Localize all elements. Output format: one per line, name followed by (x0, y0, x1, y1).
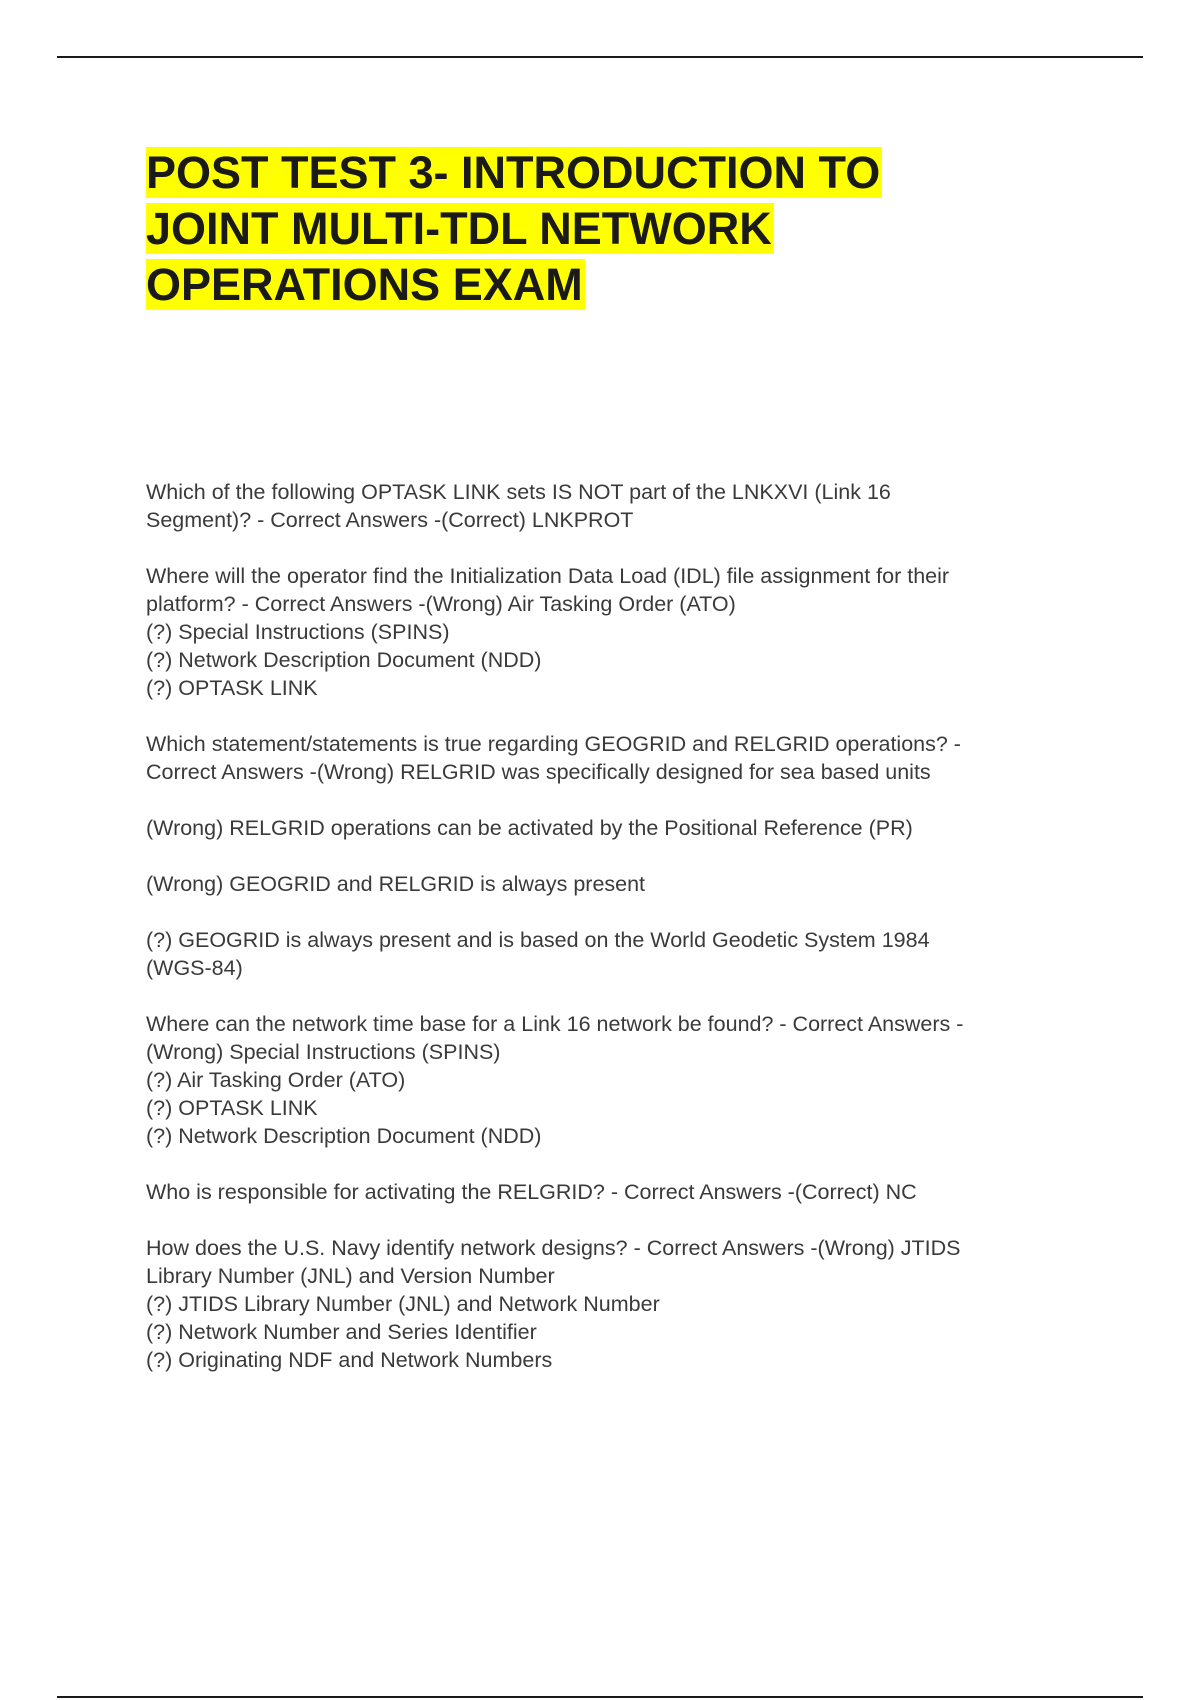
text-line: (?) JTIDS Library Number (JNL) and Network Number (146, 1292, 660, 1316)
text-line: (?) Network Number and Series Identifier (146, 1320, 537, 1344)
title-line: POST TEST 3- INTRODUCTION TO (146, 147, 881, 198)
question-paragraph (146, 1010, 1076, 1150)
text-line: Library Number (JNL) and Version Number (146, 1264, 555, 1288)
text-line: Who is responsible for activating the RELGRID? - Correct Answers -(Correct) NC (146, 1180, 917, 1204)
text-line: (?) Network Description Document (NDD) (146, 1124, 542, 1148)
text-line: Segment)? - Correct Answers -(Correct) LNKPROT (146, 508, 634, 532)
question-paragraph (146, 562, 1076, 702)
answer-paragraph (146, 926, 1076, 982)
title-line: JOINT MULTI-TDL NETWORK (146, 203, 772, 254)
title-line: OPERATIONS EXAM (146, 259, 583, 310)
text-line: (?) Originating NDF and Network Numbers (146, 1348, 553, 1372)
bottom-rule (57, 1696, 1143, 1698)
top-rule (57, 56, 1143, 58)
page-title (146, 145, 1106, 313)
text-line: platform? - Correct Answers -(Wrong) Air Tasking Order (ATO) (146, 592, 736, 616)
text-line: (?) GEOGRID is always present and is based on the World Geodetic System 1984 (146, 928, 930, 952)
text-line: Which statement/statements is true regarding GEOGRID and RELGRID operations? - (146, 732, 961, 756)
question-paragraph (146, 478, 1076, 534)
text-line: (Wrong) GEOGRID and RELGRID is always present (146, 872, 646, 896)
text-line: (?) OPTASK LINK (146, 676, 318, 700)
answer-paragraph (146, 814, 1076, 842)
question-paragraph (146, 1234, 1076, 1374)
text-line: Where will the operator find the Initialization Data Load (IDL) file assignment for their (146, 564, 950, 588)
text-line: (WGS-84) (146, 956, 243, 980)
text-line: Where can the network time base for a Link 16 network be found? - Correct Answers - (146, 1012, 964, 1036)
document-body (146, 478, 1076, 1402)
question-paragraph (146, 730, 1076, 786)
text-line: How does the U.S. Navy identify network designs? - Correct Answers -(Wrong) JTIDS (146, 1236, 961, 1260)
text-line: (?) OPTASK LINK (146, 1096, 318, 1120)
text-line: Which of the following OPTASK LINK sets IS NOT part of the LNKXVI (Link 16 (146, 480, 891, 504)
text-line: (?) Network Description Document (NDD) (146, 648, 542, 672)
text-line: (Wrong) RELGRID operations can be activated by the Positional Reference (PR) (146, 816, 913, 840)
text-line: (?) Special Instructions (SPINS) (146, 620, 450, 644)
text-line: Correct Answers -(Wrong) RELGRID was specifically designed for sea based units (146, 760, 931, 784)
text-line: (Wrong) Special Instructions (SPINS) (146, 1040, 501, 1064)
question-paragraph (146, 1178, 1076, 1206)
text-line: (?) Air Tasking Order (ATO) (146, 1068, 406, 1092)
answer-paragraph (146, 870, 1076, 898)
